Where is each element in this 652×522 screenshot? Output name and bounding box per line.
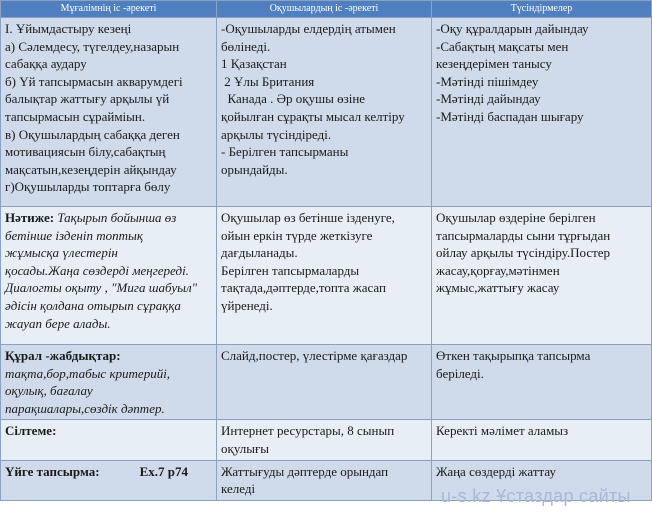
cell-student-result: [217, 207, 432, 345]
cell-student-organization: [217, 18, 432, 207]
text-line: балықтар жаттығу арқылы үй: [5, 91, 170, 107]
cell-student-homework: [217, 460, 432, 500]
text-line: орындайды.: [221, 161, 288, 177]
text-line: -Оқушыларды елдердің атымен: [221, 21, 396, 36]
reference-label: Сілтеме:: [5, 423, 57, 439]
text-line: беріледі.: [436, 365, 484, 381]
cell-teacher-homework: [1, 460, 217, 500]
text-line: I. Ұйымдастыру кезеңі: [5, 21, 132, 36]
text-line: Интернет ресурстары, 8 сынып: [221, 423, 395, 439]
text-line: жауап бере алады.: [5, 315, 111, 331]
text-line: ойлау арқылы түсіндіру.Постер: [436, 245, 611, 261]
text-line: келеді: [221, 481, 256, 497]
text-line: тапсырмасын сұрайміын.: [5, 108, 146, 124]
text-line: Керекті мәлімет аламыз: [436, 423, 569, 439]
text-line: 1 Қазақстан: [221, 56, 287, 72]
cell-explanation-equipment: [432, 345, 652, 420]
homework-exercise: Ex.7 p74: [139, 463, 188, 479]
text-line: оқулық, бағалау: [5, 383, 93, 399]
text-line: жұмысқа үлестерін: [5, 245, 118, 261]
text-line: әдісін қолдана отырып сұраққа: [5, 297, 181, 313]
text-line: сабаққа аудару: [5, 56, 87, 72]
text-line: Жаңа сөздерді жаттау: [436, 463, 556, 479]
result-text: Тақырып бойынша өз: [54, 210, 177, 225]
equipment-label: Құрал -жабдықтар:: [5, 348, 121, 363]
text-line: тақта,бор,табыс критерийі,: [5, 365, 171, 381]
text-line: арқылы түсіндіреді.: [221, 126, 332, 142]
cell-teacher-organization: [1, 18, 217, 207]
text-line: Слайд,постер, үлестірме қағаздар: [221, 348, 408, 363]
text-line: кезеңдерімен танысу: [436, 56, 552, 72]
text-line: қойылған сұрақты мысал келтіру: [221, 108, 405, 124]
header-explanations: Түсіндірмелер: [432, 1, 652, 18]
text-line: жұмыс,жаттығу жасау: [436, 280, 560, 296]
text-line: Өткен тақырыпқа тапсырма: [436, 348, 591, 363]
text-line: Диалогты оқыту , "Мига шабуыл": [5, 280, 198, 296]
cell-explanation-result: [432, 207, 652, 345]
homework-line: [5, 463, 212, 481]
table-row-organization: [1, 18, 652, 207]
text-line: үйренеді.: [221, 297, 273, 313]
text-line: Жаттығуды дәптерде орындап: [221, 463, 389, 479]
header-student-activity: Оқушылардың іс -әрекеті: [217, 1, 432, 18]
cell-student-equipment: [217, 345, 432, 420]
text-line: г)Оқушыларды топтарға бөлу: [5, 179, 171, 195]
text-line: Оқушылар өздеріне берілген: [436, 210, 596, 225]
text-line: дағдыланады.: [221, 245, 298, 261]
text-line: жасау,қорғау,мәтінмен: [436, 262, 560, 278]
cell-student-reference: [217, 420, 432, 460]
text-line: оқулығы: [221, 440, 270, 456]
text-line: парақшалары,сөздік дәптер.: [5, 400, 165, 416]
text-line: мотивациясын білу,сабақтың: [5, 144, 166, 160]
text-line: -Мәтінді дайындау: [436, 91, 541, 107]
text-line: -Мәтінді пішімдеу: [436, 73, 539, 89]
text-line: 2 Ұлы Британия: [221, 73, 315, 89]
text-line: б) Үй тапсырмасын акварумдегі: [5, 73, 183, 89]
cell-explanation-reference: [432, 420, 652, 460]
table-row-result: [1, 207, 652, 345]
text-line: -Мәтінді баспадан шығару: [436, 108, 584, 124]
text-line: Канада . Әр оқушы өзіне: [221, 91, 366, 107]
table-row-reference: [1, 420, 652, 460]
cell-teacher-reference: [1, 420, 217, 460]
text-line: бөлінеді.: [221, 38, 271, 54]
text-line: в) Оқушылардың сабаққа деген: [5, 126, 180, 142]
text-line: тапсырмаларды сыни тұрғыдан: [436, 227, 611, 243]
text-line: [5, 209, 212, 227]
table-header-row: [1, 1, 652, 18]
text-line: Берілген тапсырмаларды: [221, 262, 360, 278]
text-line: -Сабақтың мақсаты мен: [436, 38, 569, 54]
site-watermark: u-s.kz Ұстаздар сайты: [441, 486, 631, 506]
text-line: бетінше ізденіп топтық: [5, 227, 143, 243]
cell-explanation-organization: [432, 18, 652, 207]
cell-teacher-result: [1, 207, 217, 345]
table-row-equipment: [1, 345, 652, 420]
text-line: - Берілген тапсырманы: [221, 144, 349, 160]
text-line: -Оқу құралдарын дайындау: [436, 21, 589, 36]
result-label: Нәтиже:: [5, 210, 55, 225]
text-line: тақтада,дәптерде,топта жасап: [221, 280, 386, 296]
text-line: а) Сәлемдесу, түгелдеу,назарын: [5, 38, 180, 54]
text-line: қосады.Жаңа сөздерді меңгереді.: [5, 262, 189, 278]
homework-label: Үйге тапсырма:: [5, 463, 100, 479]
text-line: мақсатын,кезеңдерін айқындау: [5, 161, 177, 177]
text-line: ойын еркін түрде жеткізуге: [221, 227, 373, 243]
text-line: Оқушылар өз бетінше ізденуге,: [221, 210, 395, 225]
cell-teacher-equipment: [1, 345, 217, 420]
header-teacher-activity: Мұғалімнің іс -әрекеті: [1, 1, 217, 18]
